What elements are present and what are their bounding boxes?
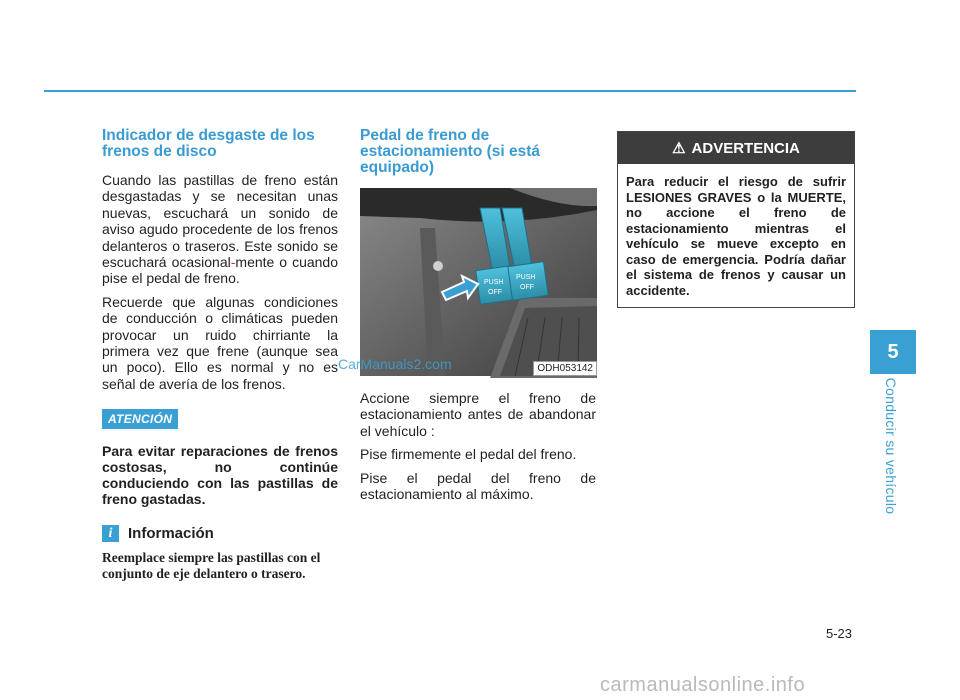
warning-box — [617, 131, 855, 308]
caution-text: Para evitar reparaciones de frenos costosas, no continúe conduciendo con las pastillas de freno gastadas. — [102, 443, 338, 508]
info-header — [102, 525, 338, 542]
info-icon: i — [102, 525, 119, 542]
section-heading-disc-wear: Indicador de desgaste de los frenos de disco — [102, 127, 315, 160]
pedal-push-label-2: PUSH — [516, 274, 536, 281]
info-text: Reemplace siempre las pastillas con el conjunto de eje delantero o trasero. — [102, 550, 321, 582]
chapter-number-tab: 5 — [870, 330, 916, 374]
page-number: 5-23 — [826, 626, 853, 641]
warning-header — [618, 132, 854, 164]
section-heading-parking-brake: Pedal de freno de estacionamiento (si está equipado) — [360, 127, 541, 176]
warning-triangle-icon: ⚠ — [672, 140, 686, 157]
paragraph-wear-sound: Cuando las pastillas de freno están desgastadas y se necesitan unas nuevas, escuchará un sonido de aviso agudo procedente de los frenos delanteros o traseros. Este sonido se escuchará ocasional-mente o cuando pise el pedal de freno. — [102, 172, 338, 287]
paragraph-step-1: Pise firmemente el pedal del freno. — [360, 446, 577, 463]
chapter-label: Conducir su vehículo — [883, 377, 899, 515]
warning-text: Para reducir el riesgo de sufrir LESIONES GRAVES o la MUERTE, no accione el freno de estacionamiento mientras el vehículo se mueve excepto en caso de emergencia. Podría dañar el sistema de frenos y causar un accidente. — [626, 174, 846, 298]
parking-brake-pedal-figure — [338, 188, 597, 376]
hyphen: - — [230, 254, 236, 271]
pedal-push-label-1: PUSH — [484, 279, 504, 286]
pedal-off-label-1: OFF — [488, 289, 502, 296]
info-title: Información — [128, 525, 214, 543]
footer-watermark: carmanualsonline.info — [600, 674, 806, 696]
warning-title: ADVERTENCIA — [691, 140, 800, 157]
paragraph-squeak: Recuerde que algunas condiciones de conducción o climáticas pueden provocar un ruido chirriante la primera vez que frene (aunque sea un poco). Ello es normal y no es señal de avería de los frenos. — [102, 293, 338, 392]
top-rule — [44, 90, 856, 92]
clip-icon — [433, 261, 443, 271]
pedal-illustration — [360, 188, 597, 376]
pedal-off-label-2: OFF — [520, 284, 534, 291]
paragraph-apply-brake: Accione siempre el freno de estacionamiento antes de abandonar el vehículo : — [360, 390, 596, 439]
column-warning — [617, 131, 853, 308]
caution-badge: ATENCIÓN — [102, 409, 178, 429]
column-brake-wear — [102, 128, 338, 582]
paragraph-step-2: Pise el pedal del freno de estacionamiento al máximo. — [360, 469, 596, 503]
watermark: CarManuals2.com — [338, 356, 452, 372]
column-parking-brake — [338, 127, 596, 509]
figure-code: ODH053142 — [533, 361, 597, 376]
